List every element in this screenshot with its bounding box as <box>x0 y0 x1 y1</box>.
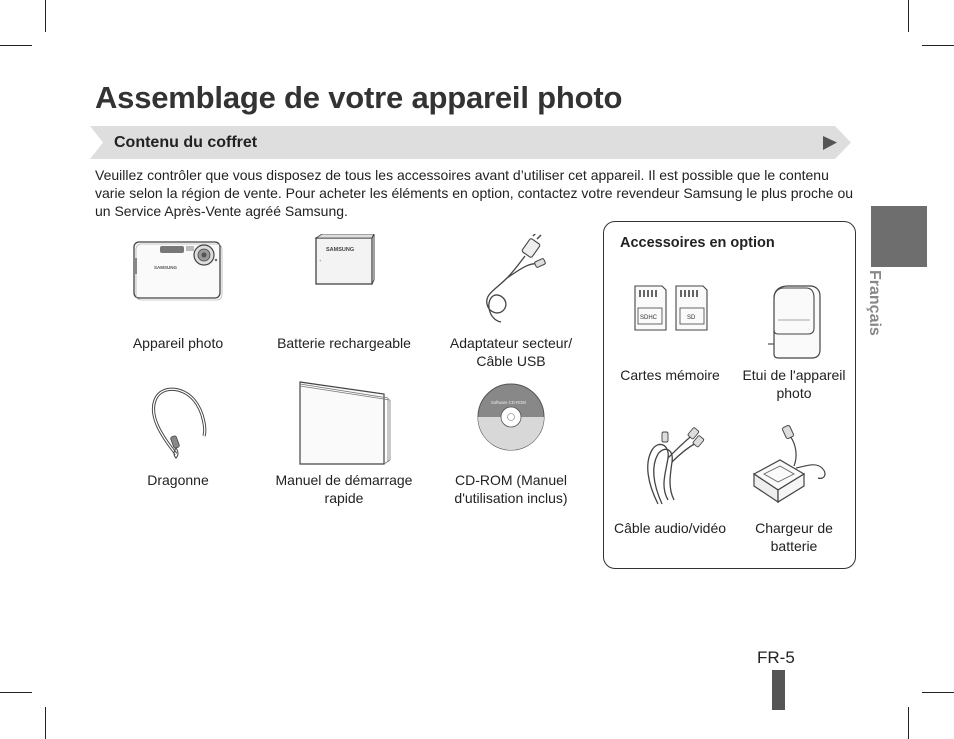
crop-mark <box>908 0 909 32</box>
item-camera <box>118 232 238 362</box>
opt-av-cable <box>610 422 730 562</box>
optional-accessories-title: Accessoires en option <box>620 235 775 251</box>
crop-mark <box>908 707 909 739</box>
svg-text:Software CD-ROM: Software CD-ROM <box>491 400 526 405</box>
item-label: Etui de l'appareil photo <box>742 367 846 401</box>
section-title: Contenu du coffret <box>114 134 258 151</box>
intro-paragraph: Veuillez contrôler que vous disposez de tous les accessoires avant d’utiliser cet appareil. Il est possible que le contenu varie selon la région de vente. Pour acheter les éléments en option, contactez votre revendeur Samsung le plus proche ou un Service Après-Vente agréé Samsung. <box>95 167 854 219</box>
svg-text:+: + <box>319 258 322 263</box>
item-label: Câble audio/vidéo <box>613 520 727 536</box>
item-label: CD-ROM (Manuel d'utilisation inclus) <box>454 472 568 506</box>
chapter-tab <box>871 206 927 267</box>
opt-camera-case <box>732 282 856 402</box>
item-label: Batterie rechargeable <box>277 335 411 351</box>
av-cable-icon <box>638 424 706 506</box>
page-number: FR-5 <box>757 648 795 667</box>
section-header <box>90 126 851 159</box>
item-label: Cartes mémoire <box>620 367 720 383</box>
memory-card-icon <box>632 284 712 334</box>
manual-icon <box>298 380 392 466</box>
item-usb-adapter <box>440 232 582 372</box>
item-label: Manuel de démarrage rapide <box>275 472 413 506</box>
usb-adapter-icon <box>473 234 553 326</box>
svg-text:SAMSUNG: SAMSUNG <box>154 265 178 270</box>
cd-rom-icon <box>477 383 545 451</box>
strap-icon <box>146 384 210 460</box>
crop-mark <box>45 707 46 739</box>
item-label: Adaptateur secteur/ Câble USB <box>449 335 573 369</box>
svg-text:SDHC: SDHC <box>640 315 658 321</box>
page-marker-bar <box>772 670 785 710</box>
svg-text:SD: SD <box>687 315 696 321</box>
svg-text:SAMSUNG: SAMSUNG <box>326 247 355 253</box>
camera-case-icon <box>766 284 822 360</box>
crop-mark <box>0 692 32 693</box>
item-strap <box>118 380 238 490</box>
opt-battery-charger <box>734 422 854 562</box>
crop-mark <box>922 45 954 46</box>
item-cd-rom <box>440 380 582 530</box>
battery-icon <box>312 234 376 288</box>
camera-icon <box>132 234 224 302</box>
crop-mark <box>922 692 954 693</box>
page-title: Assemblage de votre appareil photo <box>95 80 623 115</box>
battery-charger-icon <box>750 422 838 508</box>
crop-mark <box>45 0 46 32</box>
item-label: Chargeur de batterie <box>755 520 833 554</box>
item-battery <box>270 232 418 362</box>
item-label: Appareil photo <box>132 335 224 351</box>
opt-memory-cards <box>610 282 730 392</box>
svg-text:Français: Français <box>866 270 883 336</box>
item-manual <box>270 380 418 510</box>
item-label: Dragonne <box>147 472 209 488</box>
crop-mark <box>0 45 32 46</box>
optional-accessories-box <box>603 221 856 569</box>
language-tab <box>862 268 888 348</box>
